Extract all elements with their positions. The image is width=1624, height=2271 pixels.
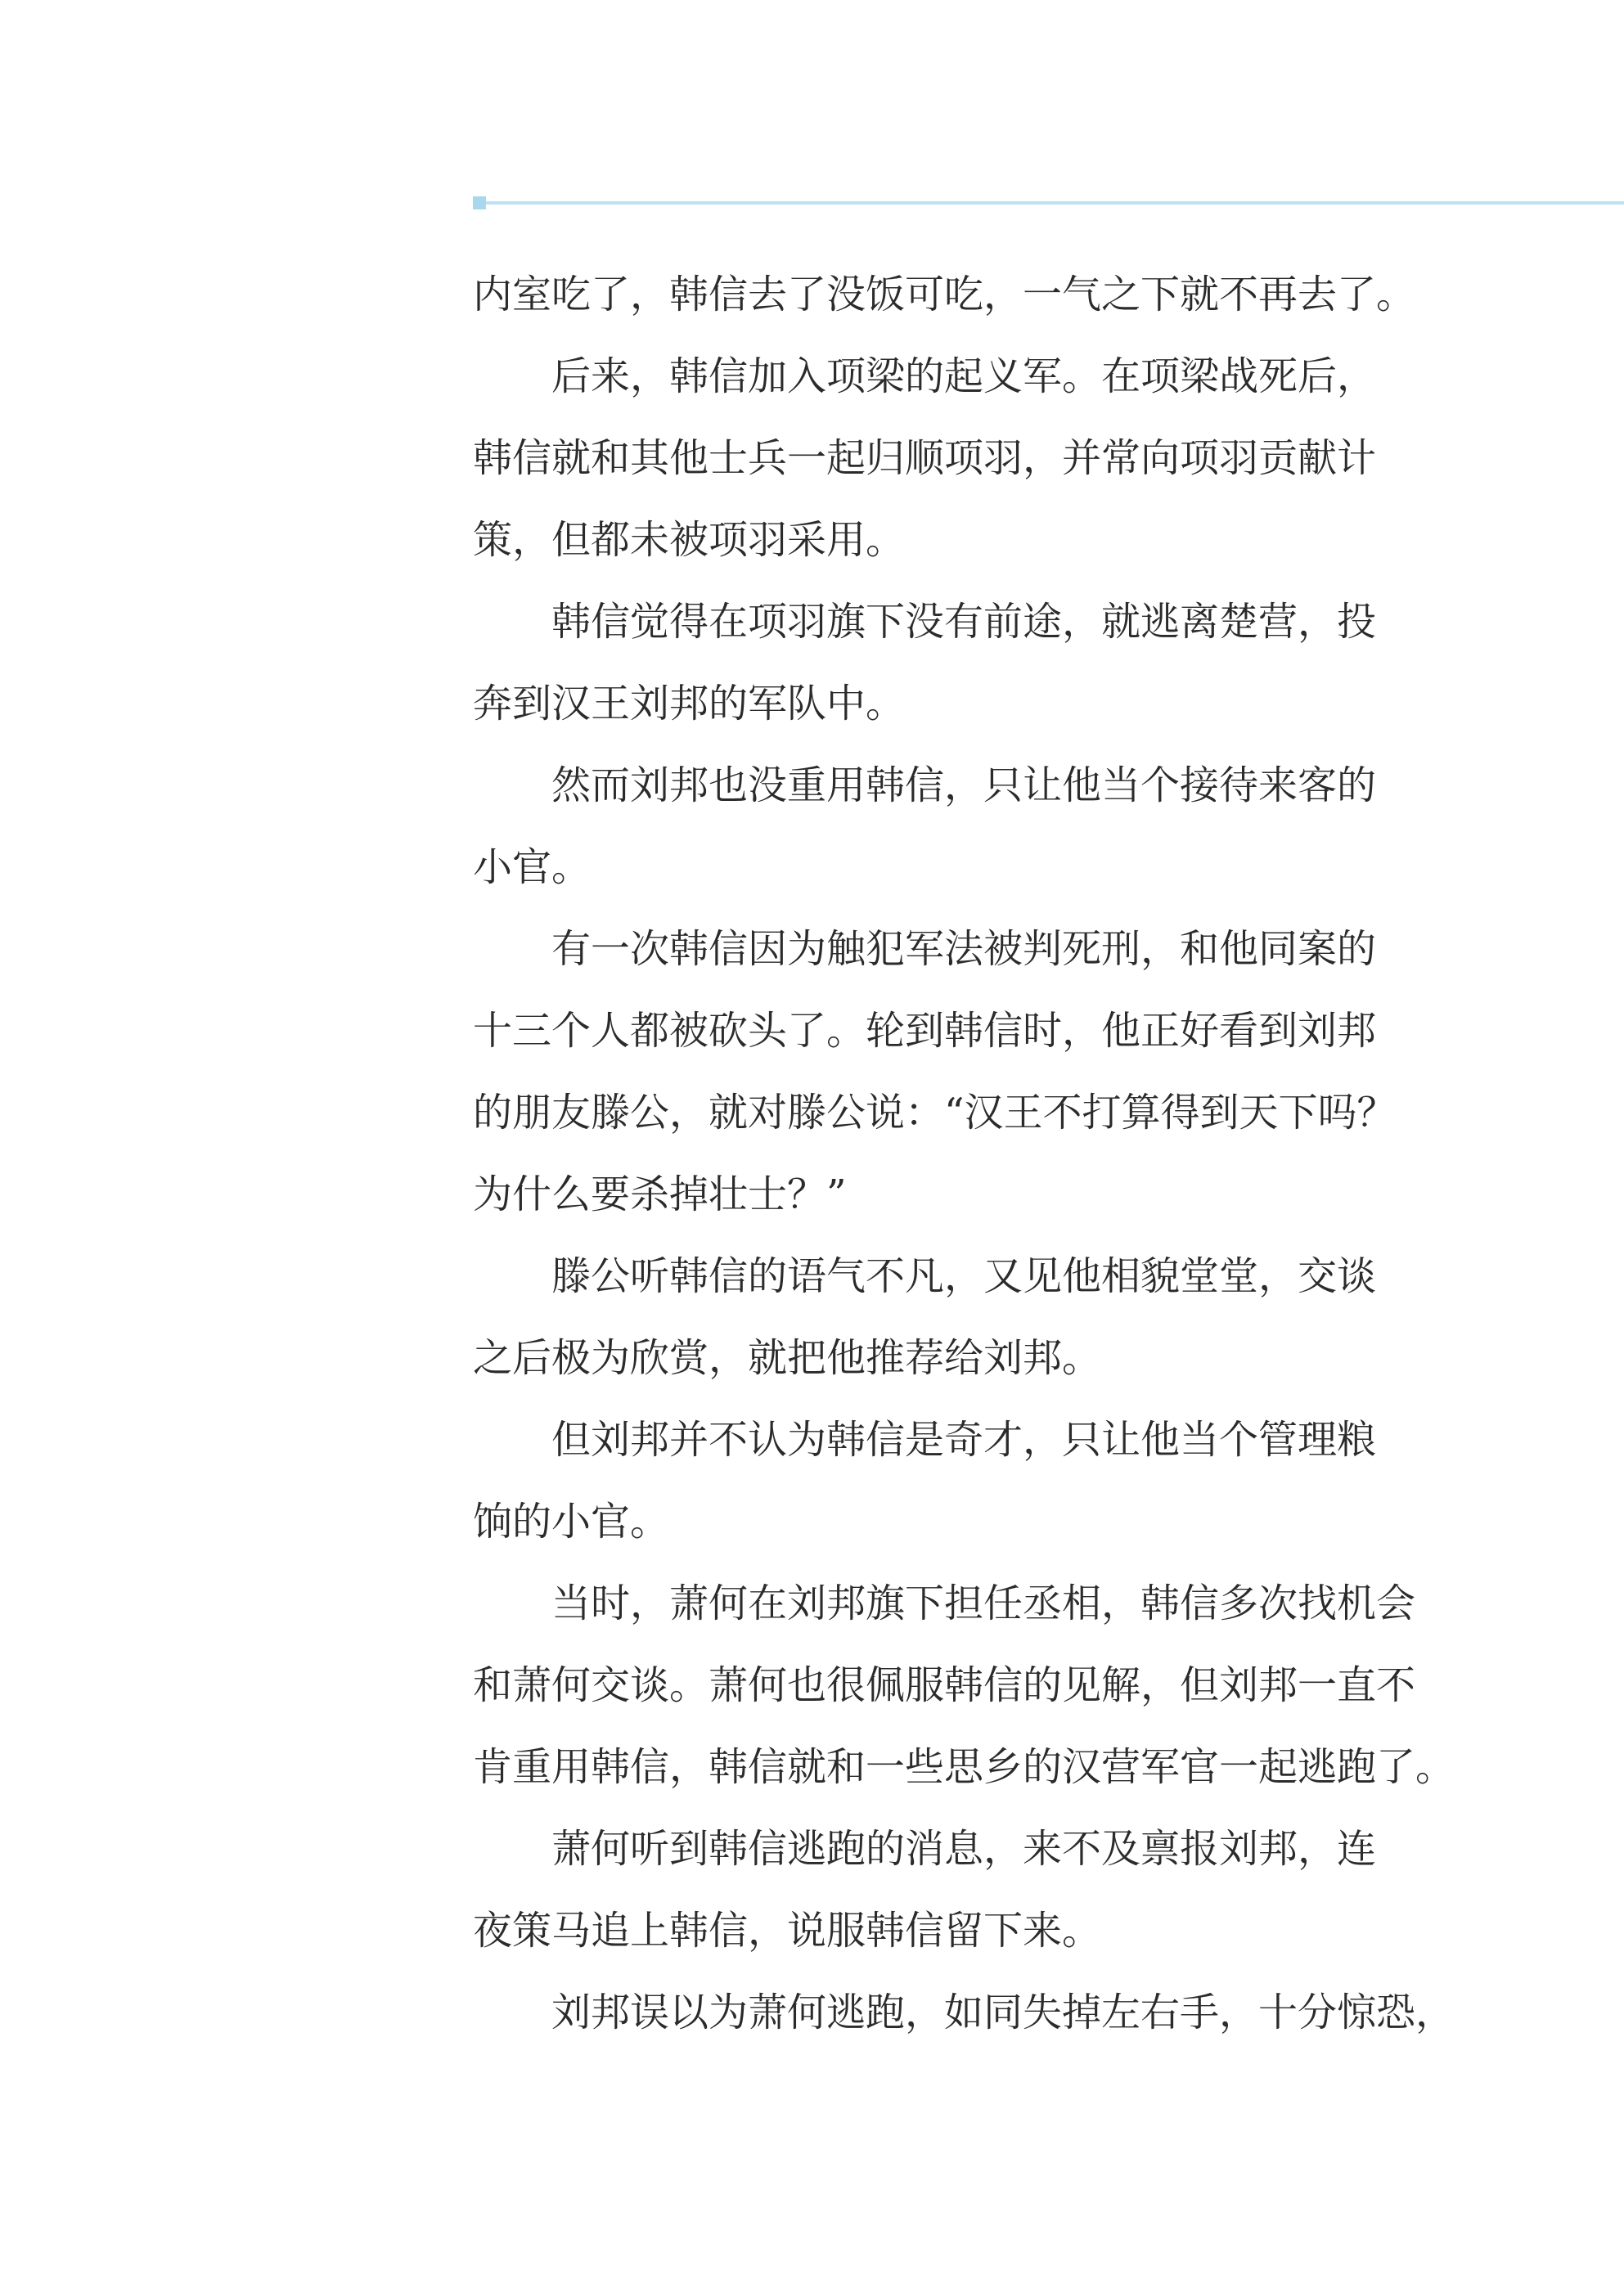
text-line: 策，但都未被项羽采用。: [473, 517, 906, 563]
text-line: 十三个人都被砍头了。轮到韩信时，他正好看到刘邦: [473, 1008, 1377, 1054]
text-line: 的朋友滕公，就对滕公说：“汉王不打算得到天下吗？: [473, 1090, 1397, 1136]
text-line: 肯重用韩信，韩信就和一些思乡的汉营军官一起逃跑了。: [473, 1744, 1455, 1790]
text-line: 奔到汉王刘邦的军队中。: [473, 681, 906, 726]
text-line: 然而刘邦也没重用韩信，只让他当个接待来客的: [551, 762, 1377, 808]
body-text: [473, 254, 1455, 2053]
text-line: 有一次韩信因为触犯军法被判死刑，和他同案的: [551, 926, 1377, 972]
text-line: 韩信觉得在项羽旗下没有前途，就逃离楚营，投: [551, 599, 1377, 645]
text-line: 刘邦误以为萧何逃跑，如同失掉左右手，十分惊恐，: [551, 1990, 1455, 2035]
text-line: 当时，萧何在刘邦旗下担任丞相，韩信多次找机会: [551, 1581, 1416, 1626]
text-line: 和萧何交谈。萧何也很佩服韩信的见解，但刘邦一直不: [473, 1662, 1416, 1708]
text-line: 后来，韩信加入项梁的起义军。在项梁战死后，: [551, 353, 1377, 399]
text-line: 饷的小官。: [473, 1499, 670, 1545]
text-line: 韩信就和其他士兵一起归顺项羽，并常向项羽贡献计: [473, 435, 1377, 481]
text-line: 之后极为欣赏，就把他推荐给刘邦。: [473, 1335, 1102, 1381]
text-line: 内室吃了，韩信去了没饭可吃，一气之下就不再去了。: [473, 272, 1416, 317]
header-rule: [473, 201, 1624, 205]
text-line: 但刘邦并不认为韩信是奇才，只让他当个管理粮: [551, 1417, 1377, 1463]
text-line: 为什么要杀掉壮士？”: [473, 1171, 847, 1217]
text-line: 滕公听韩信的语气不凡，又见他相貌堂堂，交谈: [551, 1253, 1377, 1299]
text-line: 小官。: [473, 844, 592, 890]
text-line: 夜策马追上韩信，说服韩信留下来。: [473, 1908, 1102, 1954]
text-line: 萧何听到韩信逃跑的消息，来不及禀报刘邦，连: [551, 1826, 1377, 1872]
header-marker: [473, 196, 486, 209]
